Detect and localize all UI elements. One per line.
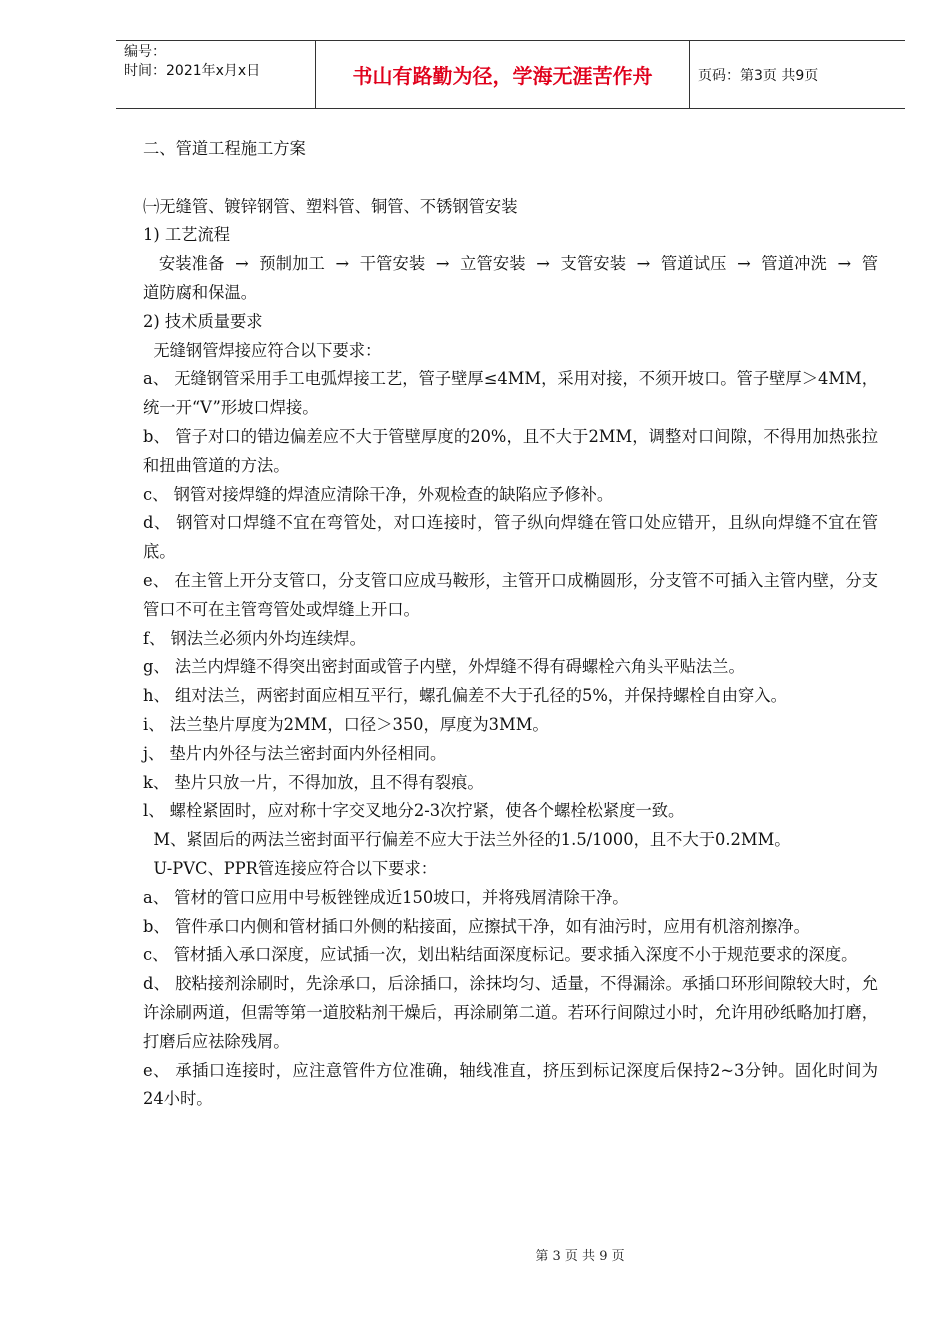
weld-item: k、 垫片只放一片，不得加放，且不得有裂痕。 (143, 772, 484, 792)
weld-item: g、 法兰内焊缝不得突出密封面或管子内壁，外焊缝不得有碍螺栓六角头平贴法兰。 (143, 657, 745, 677)
spacer (143, 164, 878, 193)
header-meta (116, 41, 316, 108)
upvc-item: c、 管材插入承口深度，应试插一次，划出粘结面深度标记。要求插入深度不小于规范要求的深度。 (143, 945, 858, 965)
weld-item: j、 垫片内外径与法兰密封面内外径相同。 (143, 743, 447, 763)
weld-intro: 无缝钢管焊接应符合以下要求： (143, 340, 382, 360)
section-title: 二、管道工程施工方案 (143, 139, 306, 158)
document-date: 时间：2021年x月x日 (124, 63, 261, 79)
weld-item: i、 法兰垫片厚度为2MM，口径＞350，厚度为3MM。 (143, 714, 549, 734)
weld-item: e、 在主管上开分支管口，分支管口应成马鞍形，主管开口成椭圆形，分支管不可插入主管内壁，分支管口不可在主管弯管处或焊缝上开口。 (143, 570, 878, 619)
weld-item: c、 钢管对接焊缝的焊渣应清除干净，外观检查的缺陷应予修补。 (143, 484, 614, 504)
weld-item: d、 钢管对口焊缝不宜在弯管处，对口连接时，管子纵向焊缝在管口处应错开，且纵向焊缝不宜在管底。 (143, 513, 878, 562)
weld-item: h、 组对法兰，两密封面应相互平行，螺孔偏差不大于孔径的5%，并保持螺栓自由穿入。 (143, 686, 787, 706)
page-footer: 第 3 页 共 9 页 (535, 1249, 625, 1264)
weld-item: a、 无缝钢管采用手工电弧焊接工艺，管子壁厚≤4MM，采用对接，不须开坡口。管子壁厚＞4MM，统一开“V”形坡口焊接。 (143, 369, 878, 418)
header-motto: 书山有路勤为径，学海无涯苦作舟 (316, 41, 690, 108)
document-body (143, 135, 878, 1114)
document-number: 编号： (124, 44, 166, 60)
upvc-intro: U-PVC、PPR管连接应符合以下要求： (143, 858, 438, 878)
quality-heading: 2) 技术质量要求 (143, 311, 263, 331)
subsection-title: ㈠无缝管、镀锌钢管、塑料管、铜管、不锈钢管安装 (143, 196, 518, 216)
weld-item: f、 钢法兰必须内外均连续焊。 (143, 628, 366, 648)
weld-item: l、 螺栓紧固时，应对称十字交叉地分2-3次拧紧，使各个螺栓松紧度一致。 (143, 801, 685, 821)
upvc-item: d、 胶粘接剂涂刷时，先涂承口，后涂插口，涂抹均匀、适量，不得漏涂。承插口环形间隙较大时，允许涂刷两道，但需等第一道胶粘剂干燥后，再涂刷第二道。若环行间隙过小时，允许用砂纸略加打磨，打磨后应祛除残屑。 (143, 974, 878, 1051)
upvc-item: a、 管材的管口应用中号板锉锉成近150坡口，并将残屑清除干净。 (143, 887, 629, 907)
weld-item: b、 管子对口的错边偏差应不大于管壁厚度的20%，且不大于2MM，调整对口间隙，不得用加热张拉和扭曲管道的方法。 (143, 426, 878, 475)
upvc-item: e、 承插口连接时，应注意管件方位准确，轴线准直，挤压到标记深度后保持2~3分钟。固化时间为24小时。 (143, 1060, 878, 1109)
process-heading: 1) 工艺流程 (143, 225, 231, 245)
process-flow: 安装准备 → 预制加工 → 干管安装 → 立管安装 → 支管安装 → 管道试压 → 管道冲洗 → 管道防腐和保温。 (143, 254, 878, 302)
upvc-item: b、 管件承口内侧和管材插口外侧的粘接面，应擦拭干净，如有油污时，应用有机溶剂擦净。 (143, 916, 810, 936)
page-header (116, 40, 905, 109)
weld-item: M、紧固后的两法兰密封面平行偏差不应大于法兰外径的1.5/1000，且不大于0.2MM。 (143, 830, 791, 850)
header-page-info: 页码：第3页 共9页 (698, 67, 819, 84)
